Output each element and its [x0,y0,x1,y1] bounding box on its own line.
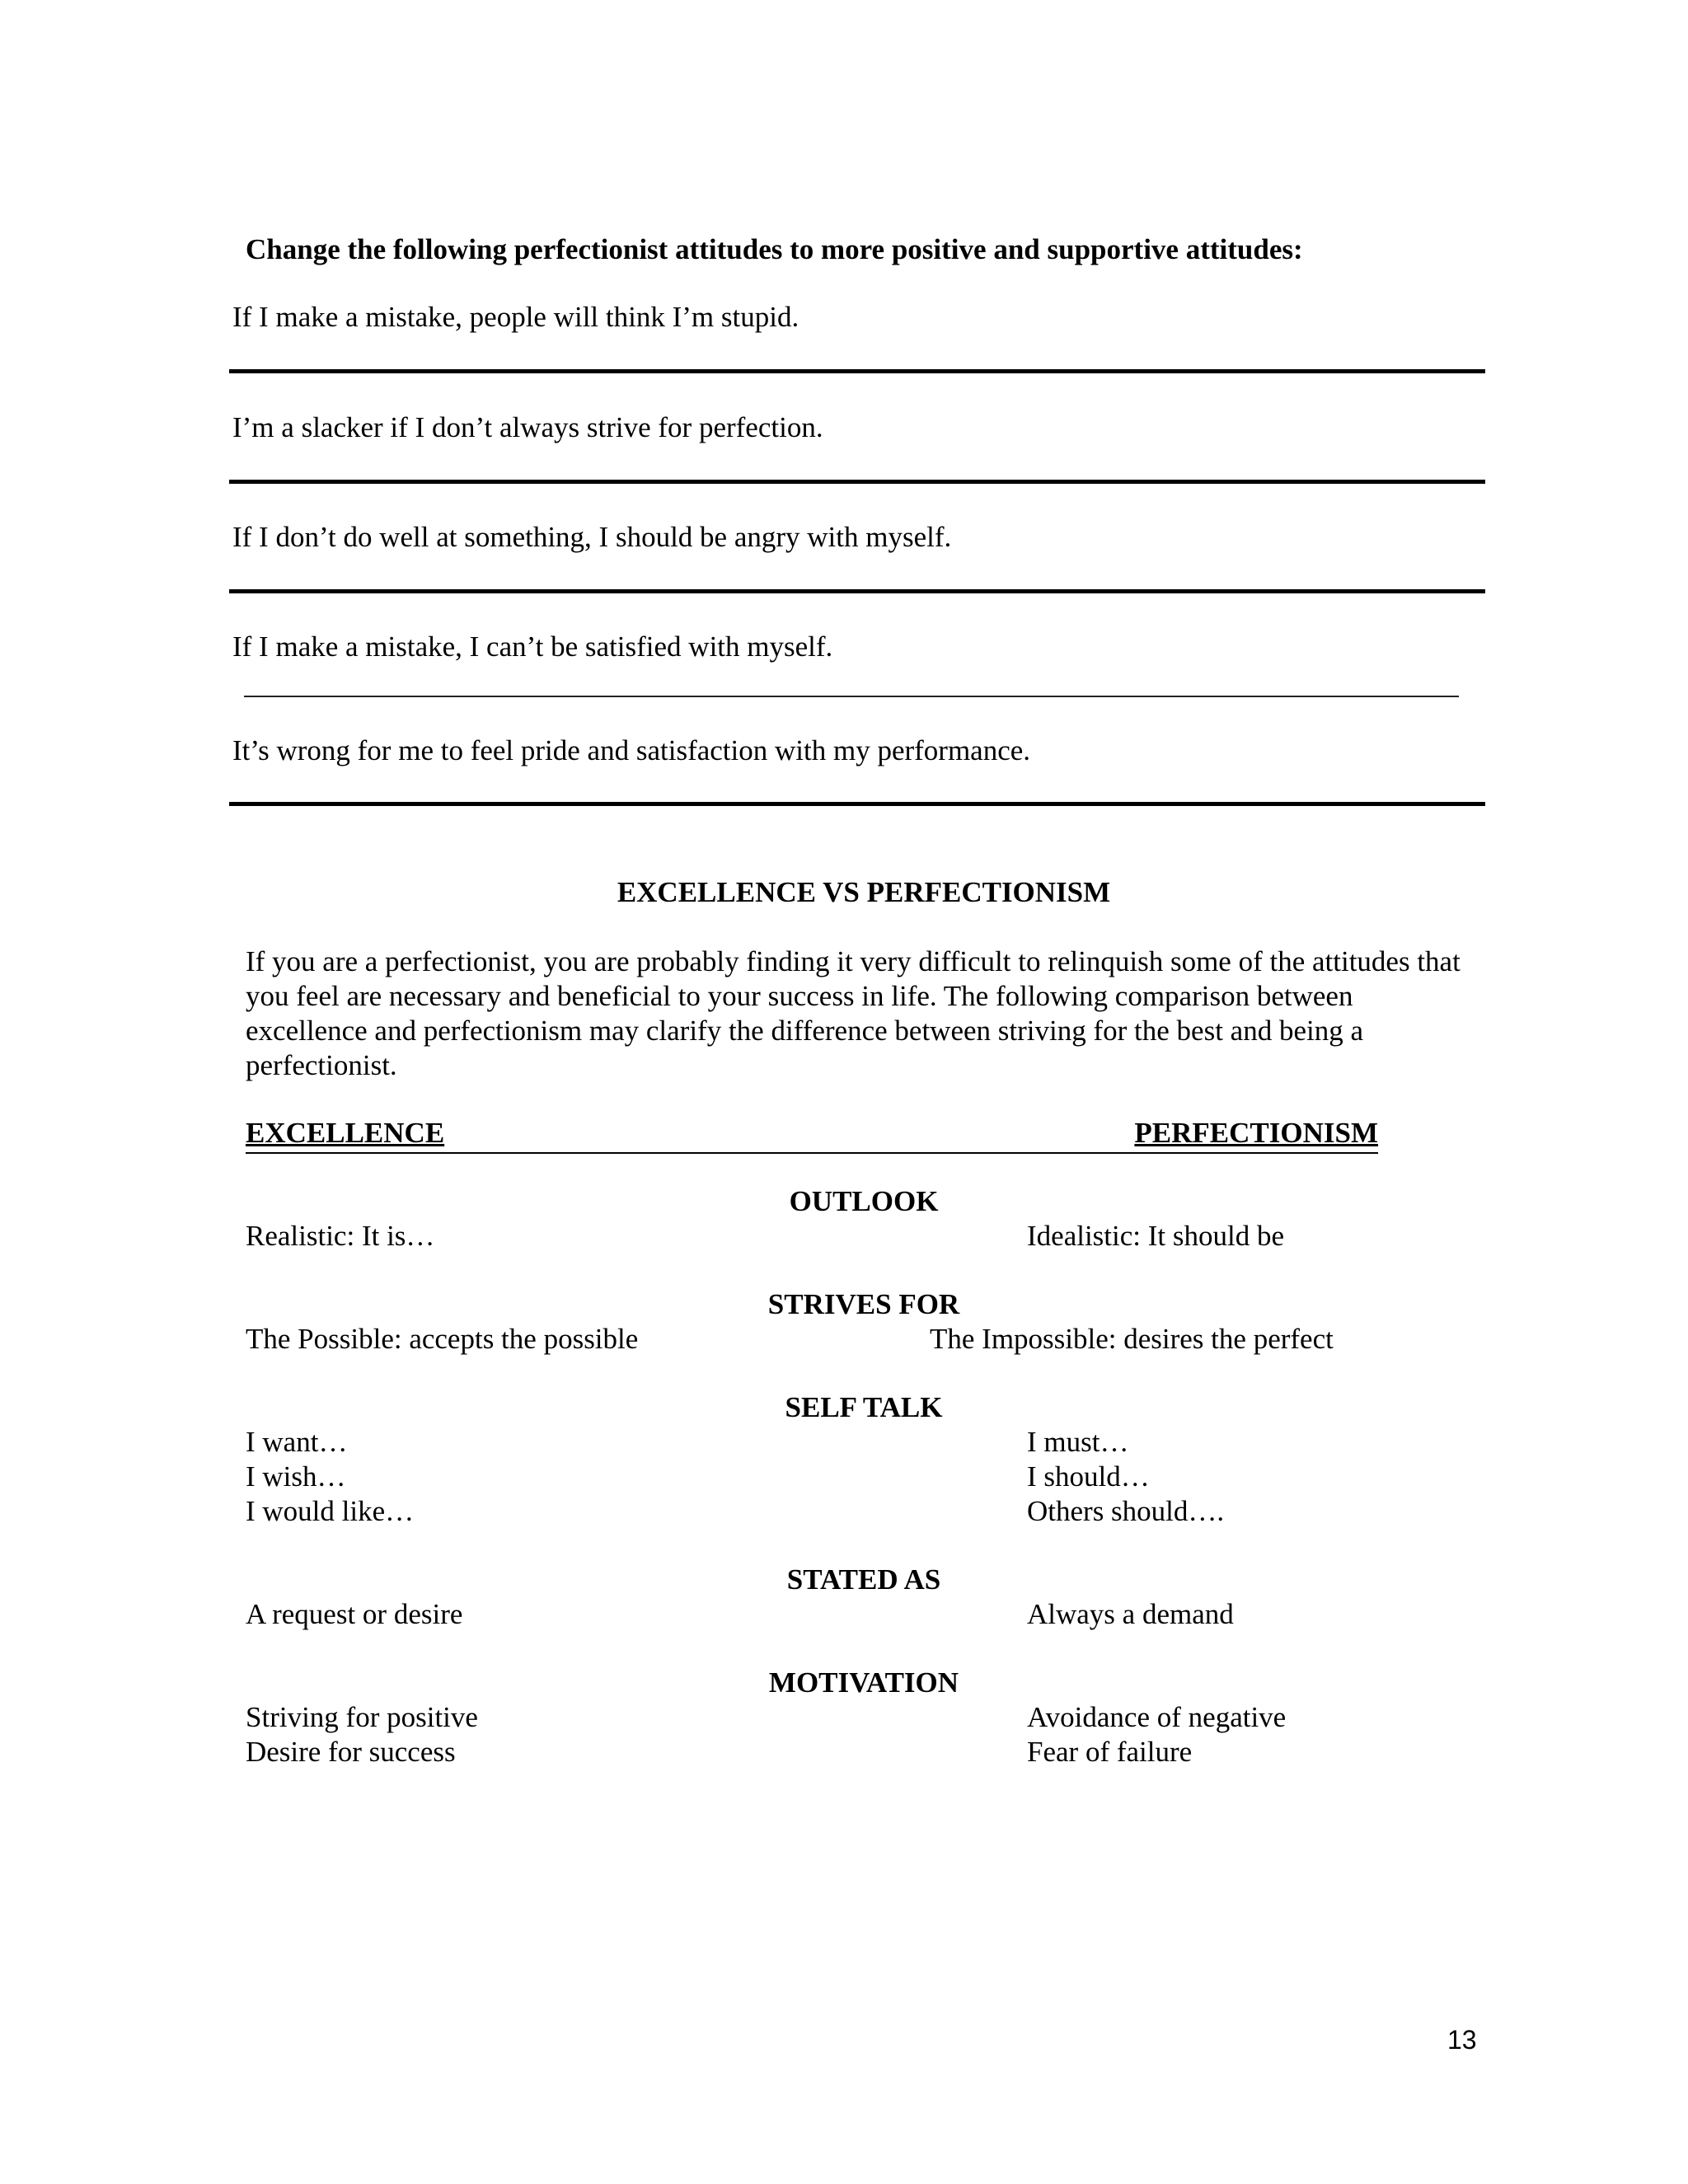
comparison-column-headers [246,1116,1378,1154]
statement-5: It’s wrong for me to feel pride and satisfaction with my performance. [232,734,1031,766]
outlook-excellence: Realistic: It is… [246,1220,435,1252]
worksheet-instruction: Change the following perfectionist attitudes to more positive and supportive attitudes: [246,233,1303,265]
self-talk-perfectionism-2: I should… [1027,1460,1150,1493]
outlook-perfectionism: Idealistic: It should be [1027,1220,1285,1252]
section-heading-self-talk: SELF TALK [785,1391,943,1423]
answer-line-1[interactable] [229,369,1485,373]
answer-line-2[interactable] [229,480,1485,484]
section-heading-stated-as: STATED AS [786,1563,941,1596]
strives-for-excellence: The Possible: accepts the possible [246,1323,639,1355]
comparison-intro: If you are a perfectionist, you are probably finding it very difficult to relinquish some of the attitudes that you feel are necessary and beneficial to your success in life. The following comparison between excellence and perfectionism may clarify the difference between striving for the best and being a perfectionist. [246,945,1461,1081]
statement-2: I’m a slacker if I don’t always strive for perfection. [232,411,823,443]
motivation-excellence-2: Desire for success [246,1736,456,1768]
self-talk-excellence-1: I want… [246,1426,348,1458]
section-heading-strives-for: STRIVES FOR [767,1288,960,1320]
statement-4: If I make a mistake, I can’t be satisfied with myself. [232,630,833,663]
comparison-title: EXCELLENCE VS PERFECTIONISM [617,876,1111,908]
excellence-header: EXCELLENCE [246,1117,445,1149]
perfectionism-header: PERFECTIONISM [1134,1117,1378,1149]
self-talk-excellence-3: I would like… [246,1495,415,1527]
section-heading-motivation: MOTIVATION [768,1666,959,1699]
motivation-perfectionism-2: Fear of failure [1027,1736,1193,1768]
self-talk-excellence-2: I wish… [246,1460,346,1493]
answer-line-3[interactable] [229,589,1485,593]
answer-line-5[interactable] [229,802,1485,806]
page-number: 13 [1447,2025,1477,2055]
section-heading-outlook: OUTLOOK [789,1185,939,1217]
statement-1: If I make a mistake, people will think I’m stupid. [232,301,799,333]
statement-3: If I don’t do well at something, I should be angry with myself. [232,521,952,553]
motivation-perfectionism-1: Avoidance of negative [1027,1701,1287,1733]
self-talk-perfectionism-1: I must… [1027,1426,1129,1458]
stated-as-excellence: A request or desire [246,1598,463,1630]
motivation-excellence-1: Striving for positive [246,1701,478,1733]
strives-for-perfectionism: The Impossible: desires the perfect [930,1323,1334,1355]
answer-line-4[interactable] [244,696,1459,697]
self-talk-perfectionism-3: Others should…. [1027,1495,1225,1527]
stated-as-perfectionism: Always a demand [1027,1598,1234,1630]
